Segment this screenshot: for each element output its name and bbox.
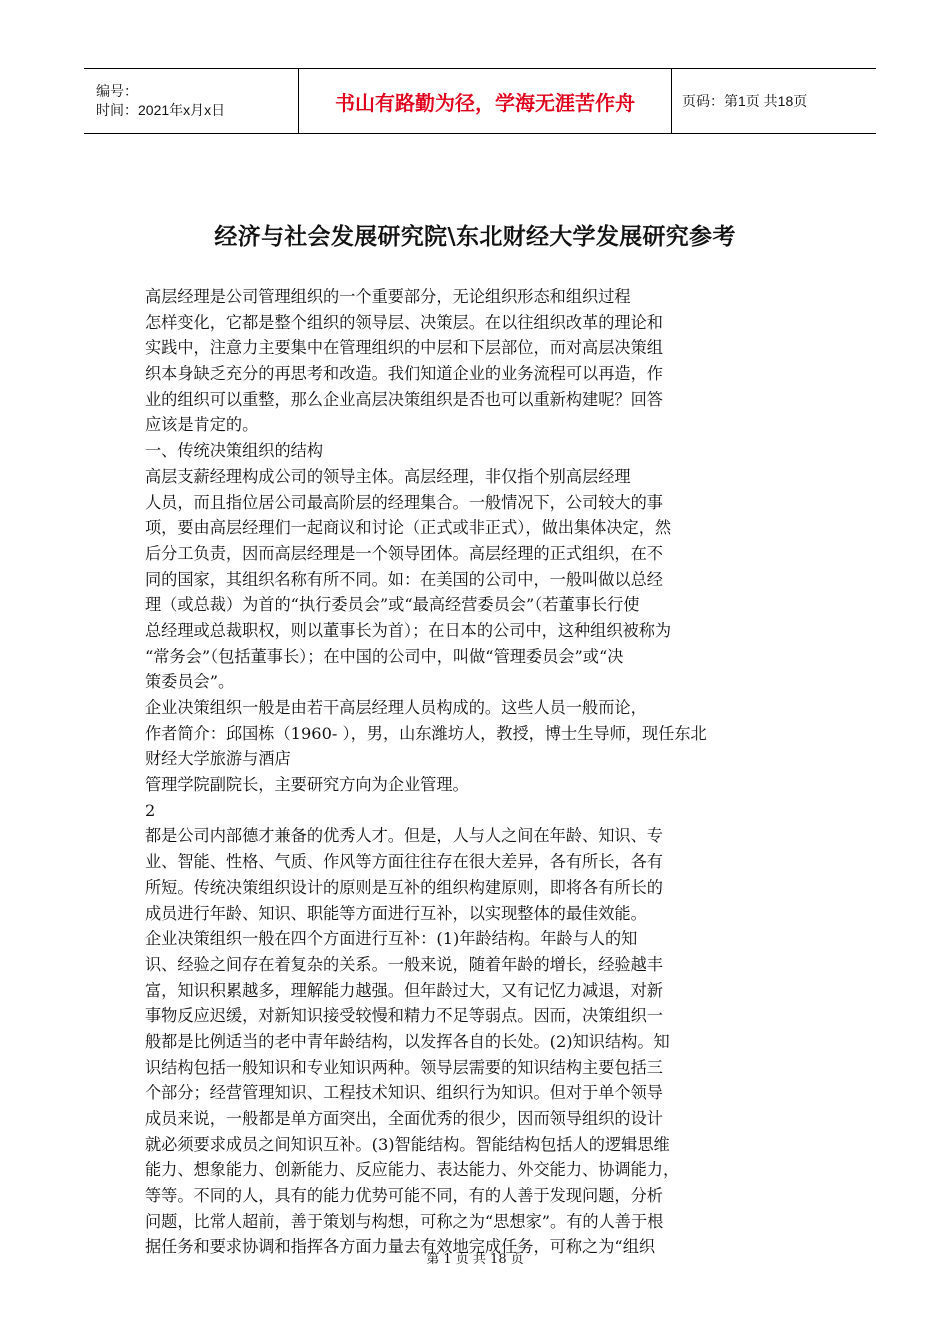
document-time-label: 时间：2021年x月x日: [96, 102, 226, 118]
body-line: 理（或总裁）为首的“执行委员会”或“最高经营委员会”（若董事长行使: [145, 595, 640, 615]
body-line: 富，知识积累越多，理解能力越强。但年龄过大，又有记忆力减退，对新: [145, 980, 663, 1000]
header-motto: 书山有路勤为径，学海无涯苦作舟: [299, 69, 672, 134]
page-footer: 第 1 页 共 18 页: [426, 1252, 524, 1267]
body-line: “常务会”（包括董事长）；在中国的公司中，叫做“管理委员会”或“决: [145, 646, 624, 666]
body-line: 高层支薪经理构成公司的领导主体。高层经理，非仅指个别高层经理: [145, 466, 631, 486]
body-line: 识、经验之间存在着复杂的关系。一般来说，随着年龄的增长，经验越丰: [145, 954, 663, 974]
body-line: 个部分；经营管理知识、工程技术知识、组织行为知识。但对于单个领导: [145, 1083, 663, 1103]
body-line: 成员进行年龄、知识、职能等方面进行互补，以实现整体的最佳效能。: [145, 903, 647, 923]
body-line: 业的组织可以重整，那么企业高层决策组织是否也可以重新构建呢？回答: [145, 389, 663, 409]
body-line: 后分工负责，因而高层经理是一个领导团体。高层经理的正式组织，在不: [145, 543, 663, 563]
body-line: 般都是比例适当的老中青年龄结构，以发挥各自的长处。(2)知识结构。知: [145, 1031, 670, 1051]
body-line: 业、智能、性格、气质、作风等方面往往存在很大差异，各有所长，各有: [145, 852, 663, 872]
document-title: 经济与社会发展研究院\东北财经大学发展研究参考: [214, 224, 736, 250]
body-line: 高层经理是公司管理组织的一个重要部分，无论组织形态和组织过程: [145, 287, 631, 306]
body-line: 问题，比常人超前，善于策划与构想，可称之为“思想家”。有的人善于根: [145, 1211, 664, 1231]
body-line: 策委员会”。: [145, 672, 235, 692]
document-body: [145, 284, 825, 1260]
body-line: 企业决策组织一般在四个方面进行互补：(1)年龄结构。年龄与人的知: [145, 929, 638, 949]
body-line: 总经理或总裁职权，则以董事长为首）；在日本的公司中，这种组织被称为: [145, 620, 672, 640]
body-line: 实践中，注意力主要集中在管理组织的中层和下层部位，而对高层决策组: [145, 338, 663, 358]
header-table: [84, 68, 876, 134]
body-line: 事物反应迟缓，对新知识接受较慢和精力不足等弱点。因而，决策组织一: [145, 1006, 663, 1026]
header-meta: [84, 69, 299, 134]
body-line: 管理学院副院长，主要研究方向为企业管理。: [145, 775, 469, 795]
body-line: 所短。传统决策组织设计的原则是互补的组织构建原则，即将各有所长的: [145, 877, 663, 897]
body-line: 2: [145, 800, 156, 820]
body-line: 同的国家，其组织名称有所不同。如：在美国的公司中，一般叫做以总经: [145, 569, 663, 589]
body-line: 项，要由高层经理们一起商议和讨论（正式或非正式），做出集体决定，然: [145, 518, 672, 538]
body-line: 怎样变化，它都是整个组织的领导层、决策层。在以往组织改革的理论和: [145, 312, 663, 332]
body-line: 作者简介：邱国栋（1960- ），男，山东潍坊人，教授，博士生导师，现任东北: [145, 723, 707, 743]
body-line: 都是公司内部德才兼备的优秀人才。但是，人与人之间在年龄、知识、专: [145, 826, 663, 846]
body-line: 财经大学旅游与酒店: [145, 749, 291, 769]
body-line: 织本身缺乏充分的再思考和改造。我们知道企业的业务流程可以再造，作: [145, 364, 663, 384]
body-line: 应该是肯定的。: [145, 415, 259, 435]
body-line: 企业决策组织一般是由若干高层经理人员构成的。这些人员一般而论，: [145, 698, 647, 717]
body-line: 人员，而且指位居公司最高阶层的经理集合。一般情况下，公司较大的事: [145, 492, 663, 512]
document-number-label: 编号：: [96, 83, 138, 99]
body-line: 据任务和要求协调和指挥各方面力量去有效地完成任务，可称之为“组织: [145, 1237, 656, 1257]
body-line: 成员来说，一般都是单方面突出，全面优秀的很少，因而领导组织的设计: [145, 1109, 663, 1128]
body-line: 等等。不同的人，具有的能力优势可能不同，有的人善于发现问题，分析: [145, 1186, 663, 1206]
body-line: 一、传统决策组织的结构: [145, 441, 324, 461]
body-line: 就必须要求成员之间知识互补。(3)智能结构。智能结构包括人的逻辑思维: [145, 1134, 670, 1154]
body-line: 能力、想象能力、创新能力、反应能力、表达能力、外交能力、协调能力，: [145, 1160, 680, 1180]
body-line: 识结构包括一般知识和专业知识两种。领导层需要的知识结构主要包括三: [145, 1057, 663, 1077]
header-page-label: 页码：第1页 共18页: [672, 69, 877, 134]
